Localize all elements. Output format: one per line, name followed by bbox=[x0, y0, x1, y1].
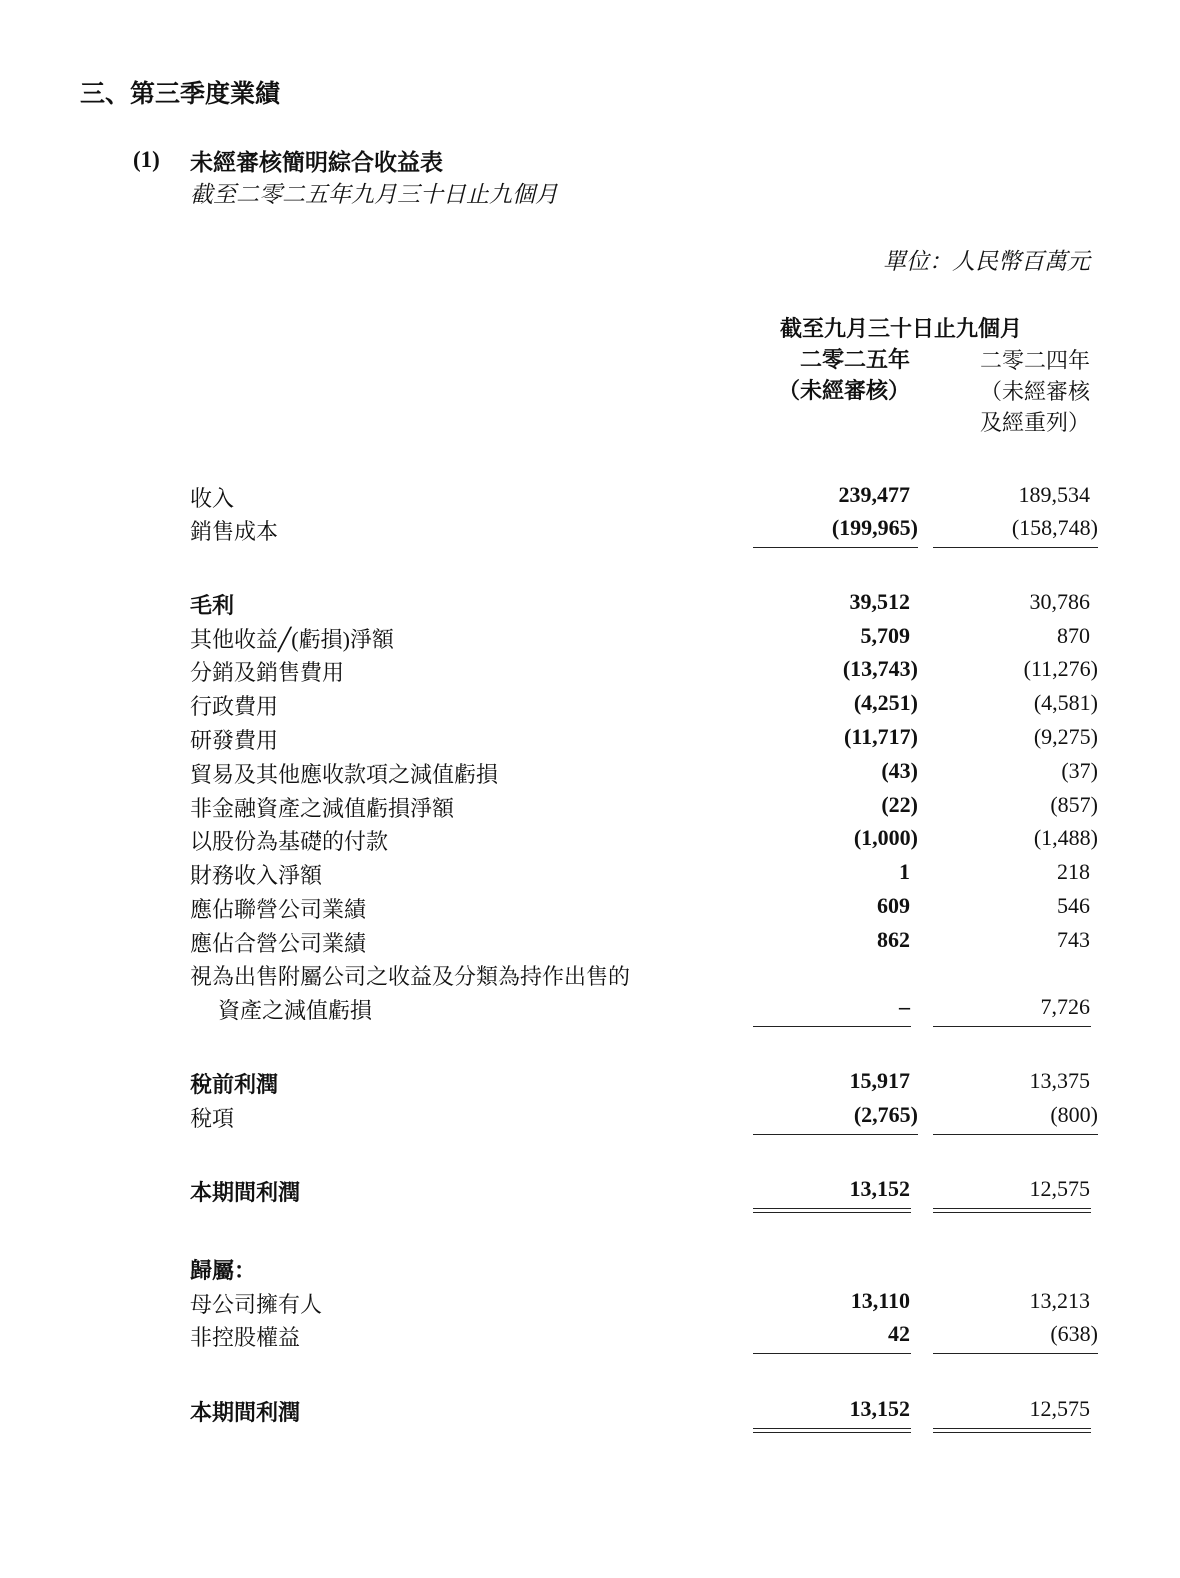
row-deemed-disposal-line1 bbox=[0, 960, 1180, 994]
total-double-rule bbox=[933, 1428, 1091, 1429]
value-2025: (22) bbox=[881, 792, 918, 817]
row-associates-share bbox=[0, 893, 1180, 927]
value-2025: – bbox=[899, 994, 910, 1019]
column-2024-status-2: 及經重列） bbox=[979, 410, 1090, 435]
total-double-rule bbox=[933, 1432, 1091, 1433]
statement-number: (1) bbox=[133, 147, 160, 172]
row-label: 應佔聯營公司業績 bbox=[190, 897, 367, 922]
value-2024: 30,786 bbox=[1029, 589, 1090, 614]
row-deemed-disposal-line2 bbox=[0, 994, 1180, 1028]
row-label: 非金融資產之減值虧損淨額 bbox=[190, 796, 455, 821]
value-2024: 13,213 bbox=[1029, 1288, 1090, 1313]
row-label: 毛利 bbox=[190, 594, 235, 619]
value-2024: (800) bbox=[1050, 1102, 1098, 1127]
value-2024: (11,276) bbox=[1023, 656, 1098, 681]
row-label: 歸屬： bbox=[190, 1259, 257, 1284]
row-nonfinancial-impairment bbox=[0, 792, 1180, 826]
column-period-heading: 截至九月三十日止九個月 bbox=[780, 317, 1023, 342]
row-finance-income bbox=[0, 859, 1180, 893]
total-double-rule bbox=[753, 1208, 911, 1209]
row-owners-of-parent bbox=[0, 1288, 1180, 1322]
value-2025: 39,512 bbox=[849, 589, 910, 614]
value-2024: 12,575 bbox=[1029, 1396, 1090, 1421]
value-2025: 862 bbox=[877, 927, 910, 952]
column-2025-status: （未經審核） bbox=[777, 379, 910, 404]
total-double-rule bbox=[753, 1428, 911, 1429]
row-attributable-heading bbox=[0, 1254, 1180, 1288]
value-2024: 12,575 bbox=[1029, 1176, 1090, 1201]
row-non-controlling-interests bbox=[0, 1321, 1180, 1355]
statement-title: 未經審核簡明綜合收益表 bbox=[190, 150, 443, 176]
value-2025: 5,709 bbox=[860, 623, 910, 648]
value-2025: 15,917 bbox=[849, 1068, 910, 1093]
value-2025: 42 bbox=[888, 1321, 910, 1346]
row-profit-for-period-total bbox=[0, 1396, 1180, 1430]
value-2024: (638) bbox=[1050, 1321, 1098, 1346]
value-2024: 218 bbox=[1057, 859, 1090, 884]
row-label: 稅項 bbox=[190, 1106, 235, 1131]
total-double-rule bbox=[933, 1208, 1091, 1209]
value-2024: 13,375 bbox=[1029, 1068, 1090, 1093]
value-2025: (43) bbox=[881, 758, 918, 783]
value-2024: (4,581) bbox=[1033, 690, 1098, 715]
row-rd-expenses bbox=[0, 724, 1180, 758]
statement-period: 截至二零二五年九月三十日止九個月 bbox=[190, 182, 558, 207]
row-label: 資產之減值虧損 bbox=[218, 998, 373, 1023]
row-cost-of-sales bbox=[0, 515, 1180, 549]
row-revenue bbox=[0, 482, 1180, 516]
column-2024-status: （未經審核 bbox=[979, 379, 1090, 404]
value-2025: (4,251) bbox=[853, 690, 918, 715]
total-double-rule bbox=[933, 1212, 1091, 1213]
row-label: 非控股權益 bbox=[190, 1325, 301, 1350]
row-profit-for-period bbox=[0, 1176, 1180, 1210]
row-receivables-impairment bbox=[0, 758, 1180, 792]
column-2024-year: 二零二四年 bbox=[979, 348, 1090, 373]
subtotal-rule bbox=[753, 1026, 911, 1027]
subtotal-rule bbox=[933, 1134, 1098, 1135]
value-2025: 13,152 bbox=[849, 1396, 910, 1421]
value-2024: 7,726 bbox=[1040, 994, 1090, 1019]
value-2025: (2,765) bbox=[853, 1102, 918, 1127]
row-label: 分銷及銷售費用 bbox=[190, 660, 345, 685]
row-distribution-expenses bbox=[0, 656, 1180, 690]
value-2024: (9,275) bbox=[1033, 724, 1098, 749]
row-label: 本期間利潤 bbox=[190, 1181, 301, 1206]
value-2024: 870 bbox=[1057, 623, 1090, 648]
value-2024: (158,748) bbox=[1011, 515, 1098, 540]
row-label: 貿易及其他應收款項之減值虧損 bbox=[190, 762, 499, 787]
value-2025: (1,000) bbox=[853, 825, 918, 850]
value-2025: 1 bbox=[899, 859, 910, 884]
value-2024: (1,488) bbox=[1033, 825, 1098, 850]
row-profit-before-tax bbox=[0, 1068, 1180, 1102]
currency-unit: 單位：人民幣百萬元 bbox=[883, 249, 1090, 274]
column-2025-year: 二零二五年 bbox=[799, 348, 910, 373]
row-label: 財務收入淨額 bbox=[190, 863, 323, 888]
row-admin-expenses bbox=[0, 690, 1180, 724]
subtotal-rule bbox=[933, 1353, 1098, 1354]
subtotal-rule bbox=[933, 1026, 1091, 1027]
value-2025: 13,152 bbox=[849, 1176, 910, 1201]
value-2025: 13,110 bbox=[850, 1288, 910, 1313]
total-double-rule bbox=[753, 1432, 911, 1433]
row-label: 研發費用 bbox=[190, 728, 279, 753]
subtotal-rule bbox=[753, 1134, 918, 1135]
value-2025: (13,743) bbox=[842, 656, 918, 681]
value-2024: (37) bbox=[1061, 758, 1098, 783]
section-title: 三、第三季度業績 bbox=[80, 79, 281, 108]
row-tax bbox=[0, 1102, 1180, 1136]
value-2024: 743 bbox=[1057, 927, 1090, 952]
row-label: 母公司擁有人 bbox=[190, 1292, 323, 1317]
total-double-rule bbox=[753, 1212, 911, 1213]
column-2024-heading bbox=[980, 345, 1090, 438]
row-label: 視為出售附屬公司之收益及分類為持作出售的 bbox=[190, 964, 631, 989]
row-joint-ventures-share bbox=[0, 927, 1180, 961]
row-label: 以股份為基礎的付款 bbox=[190, 829, 389, 854]
row-label: 稅前利潤 bbox=[190, 1073, 279, 1098]
value-2025: 239,477 bbox=[838, 482, 910, 507]
value-2024: 189,534 bbox=[1018, 482, 1090, 507]
row-gross-profit bbox=[0, 589, 1180, 623]
value-2025: (11,717) bbox=[844, 724, 918, 749]
row-label: 應佔合營公司業績 bbox=[190, 931, 367, 956]
value-2024: 546 bbox=[1057, 893, 1090, 918]
row-other-gains bbox=[0, 623, 1180, 657]
subtotal-rule bbox=[753, 1353, 911, 1354]
column-2025-heading bbox=[778, 345, 910, 407]
row-label: 本期間利潤 bbox=[190, 1401, 301, 1426]
subtotal-rule bbox=[753, 547, 918, 548]
row-label: 收入 bbox=[190, 486, 235, 511]
row-label: 其他收益╱(虧損)淨額 bbox=[190, 627, 394, 652]
row-label: 行政費用 bbox=[190, 694, 279, 719]
subtotal-rule bbox=[933, 547, 1098, 548]
row-share-based-payments bbox=[0, 825, 1180, 859]
value-2025: (199,965) bbox=[831, 515, 918, 540]
value-2025: 609 bbox=[877, 893, 910, 918]
value-2024: (857) bbox=[1050, 792, 1098, 817]
row-label: 銷售成本 bbox=[190, 519, 279, 544]
